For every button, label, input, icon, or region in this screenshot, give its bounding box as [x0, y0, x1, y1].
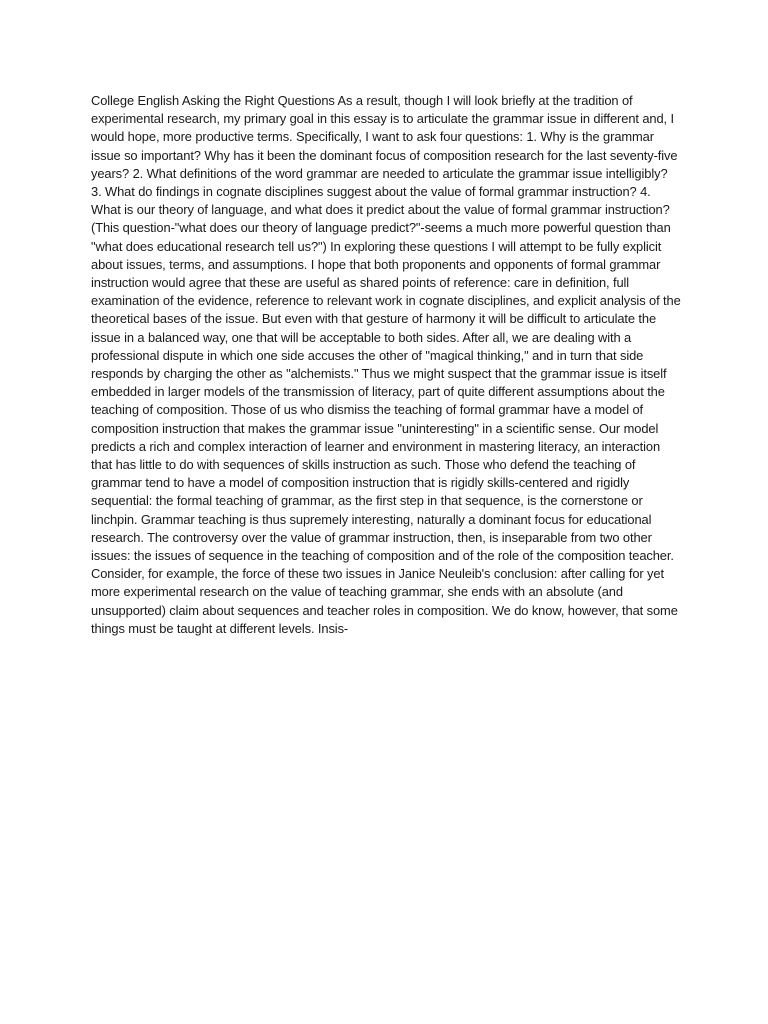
body-paragraph: College English Asking the Right Questions As a result, though I will look briefly at the tradition of experimental research, my primary goal in this essay is to articulate the grammar issue in different and, I would hope, more productive terms. Specifically, I want to ask four questions: 1. Why is the grammar issue so important? Why has it been the dominant focus of composition research for the last seventy-five years? 2. What definitions of the word grammar are needed to articulate the grammar issue intelligibly? 3. What do findings in cognate disciplines suggest about the value of formal grammar instruction? 4. What is our theory of language, and what does it predict about the value of formal grammar instruction? (This question-"what does our theory of language predict?"-seems a much more powerful question than "what does educational research tell us?") In exploring these questions I will attempt to be fully explicit about issues, terms, and assumptions. I hope that both proponents and opponents of formal grammar instruction would agree that these are useful as shared points of reference: care in definition, full examination of the evidence, reference to relevant work in cognate disciplines, and explicit analysis of the theoretical bases of the issue. But even with that gesture of harmony it will be difficult to articulate the issue in a balanced way, one that will be acceptable to both sides. After all, we are dealing with a professional dispute in which one side accuses the other of "magical thinking," and in turn that side responds by charging the other as "alchemists." Thus we might suspect that the grammar issue is itself embedded in larger models of the transmission of literacy, part of quite different assumptions about the teaching of composition. Those of us who dismiss the teaching of formal grammar have a model of composition instruction that makes the grammar issue "uninteresting" in a scientific sense. Our model predicts a rich and complex interaction of learner and environment in mastering literacy, an interaction that has little to do with sequences of skills instruction as such. Those who defend the teaching of grammar tend to have a model of composition instruction that is rigidly skills-centered and rigidly sequential: the formal teaching of grammar, as the first step in that sequence, is the cornerstone or linchpin. Grammar teaching is thus supremely interesting, naturally a dominant focus for educational research. The controversy over the value of grammar instruction, then, is inseparable from two other issues: the issues of sequence in the teaching of composition and of the role of the composition teacher. Consider, for example, the force of these two issues in Janice Neuleib's conclusion: after calling for yet more experimental research on the value of teaching grammar, she ends with an absolute (and unsupported) claim about sequences and teacher roles in composition. We do know, however, that some things must be taught at different levels. Insis- [91, 93, 681, 636]
